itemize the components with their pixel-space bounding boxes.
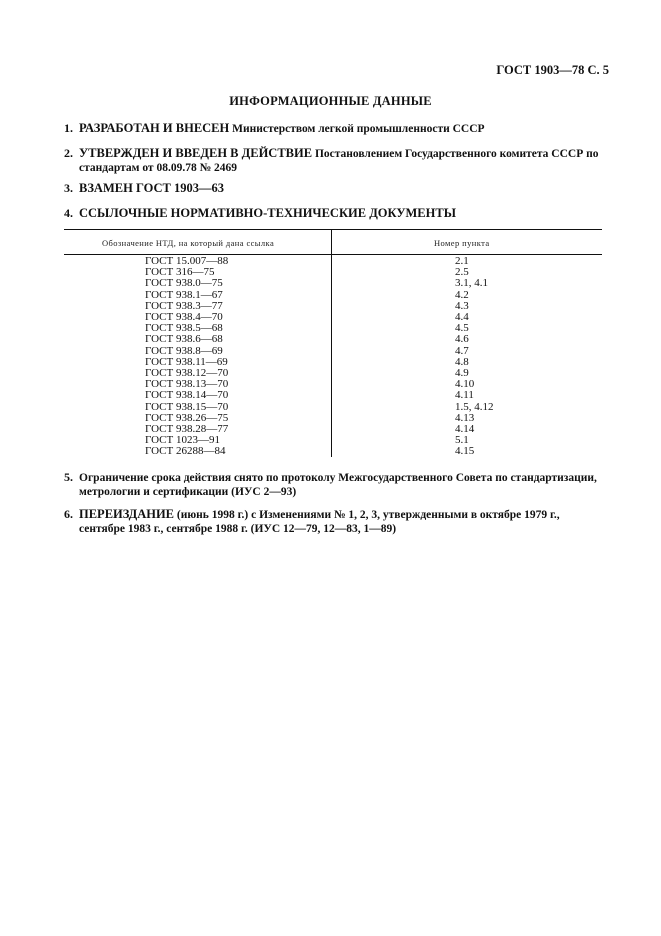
item-text: Ограничение срока действия снято по протоколу Межгосударственного Совета по стандартизации, — [79, 472, 597, 484]
info-item-4 — [64, 206, 602, 220]
item-text: Постановлением Государственного комитета СССР по — [312, 148, 599, 160]
table-cell-ntd: ГОСТ 1023—91 — [145, 434, 220, 447]
table-cell-ntd: ГОСТ 938.5—68 — [145, 322, 223, 335]
table-cell-ntd: ГОСТ 938.3—77 — [145, 299, 223, 312]
table-cell-ntd: ГОСТ 316—75 — [145, 266, 215, 279]
table-cell-ntd: ГОСТ 938.1—67 — [145, 288, 223, 301]
table-cell-clause: 5.1 — [455, 434, 469, 447]
table-cell-clause: 4.14 — [455, 423, 475, 436]
table-top-rule — [64, 229, 602, 230]
table-cell-clause: 4.7 — [455, 344, 469, 357]
table-column-ntd — [145, 256, 228, 458]
table-cell-ntd: ГОСТ 938.11—69 — [145, 355, 228, 368]
table-cell-ntd: ГОСТ 938.4—70 — [145, 311, 223, 324]
item-label: УТВЕРЖДЕН И ВВЕДЕН В ДЕЙСТВИЕ — [79, 146, 313, 160]
table-cell-clause: 1.5, 4.12 — [455, 400, 494, 413]
info-item-3 — [64, 181, 602, 195]
info-item-6 — [64, 507, 602, 536]
table-cell-clause: 4.8 — [455, 355, 469, 368]
info-item-5 — [64, 470, 602, 499]
info-item-1 — [64, 121, 602, 136]
table-cell-ntd: ГОСТ 938.28—77 — [145, 423, 229, 436]
table-cell-clause: 3.1, 4.1 — [455, 277, 488, 290]
table-cell-ntd: ГОСТ 938.0—75 — [145, 277, 223, 290]
table-cell-clause: 4.11 — [455, 389, 474, 402]
item-text: (июнь 1998 г.) с Изменениями № 1, 2, 3, утвержденными в октябре 1979 г., — [174, 509, 560, 521]
item-label: ССЫЛОЧНЫЕ НОРМАТИВНО-ТЕХНИЧЕСКИЕ ДОКУМЕНТЫ — [79, 206, 456, 220]
table-cell-ntd: ГОСТ 938.14—70 — [145, 389, 229, 402]
table-cell-clause: 4.9 — [455, 367, 469, 380]
table-cell-ntd: ГОСТ 938.12—70 — [145, 367, 229, 380]
item-text-continued: стандартам от 08.09.78 № 2469 — [79, 162, 238, 174]
item-label: ПЕРЕИЗДАНИЕ — [79, 507, 175, 521]
item-text-continued: метрологии и сертификации (ИУС 2—93) — [79, 486, 297, 498]
item-number: 4. — [64, 206, 73, 220]
table-header-clause: Номер пункта — [434, 238, 490, 248]
table-column-divider — [331, 229, 332, 457]
item-label: ВЗАМЕН ГОСТ 1903—63 — [79, 181, 224, 195]
page-header: ГОСТ 1903—78 С. 5 — [496, 63, 609, 77]
table-cell-ntd: ГОСТ 26288—84 — [145, 445, 226, 458]
document-title: ИНФОРМАЦИОННЫЕ ДАННЫЕ — [229, 94, 432, 108]
item-number: 2. — [64, 146, 73, 160]
table-cell-clause: 2.5 — [455, 266, 469, 279]
item-number: 3. — [64, 181, 73, 195]
item-text: Министерством легкой промышленности СССР — [229, 123, 485, 135]
item-number: 6. — [64, 507, 73, 521]
item-number: 1. — [64, 121, 73, 135]
table-cell-clause: 4.5 — [455, 322, 469, 335]
table-cell-ntd: ГОСТ 938.8—69 — [145, 344, 223, 357]
table-cell-ntd: ГОСТ 938.6—68 — [145, 333, 223, 346]
table-cell-clause: 4.4 — [455, 311, 469, 324]
table-cell-clause: 4.3 — [455, 299, 469, 312]
table-cell-clause: 4.2 — [455, 288, 469, 301]
table-cell-clause: 4.6 — [455, 333, 469, 346]
item-label: РАЗРАБОТАН И ВНЕСЕН — [79, 121, 230, 135]
table-cell-clause: 4.15 — [455, 445, 475, 458]
item-text-continued: сентябре 1983 г., сентябре 1988 г. (ИУС 12—79, 12—83, 1—89) — [79, 523, 397, 535]
table-cell-clause: 4.13 — [455, 411, 475, 424]
table-cell-ntd: ГОСТ 938.15—70 — [145, 400, 229, 413]
table-header-ntd: Обозначение НТД, на который дана ссылка — [102, 238, 275, 248]
table-cell-clause: 2.1 — [455, 255, 469, 267]
table-cell-clause: 4.10 — [455, 378, 475, 391]
table-column-clause — [455, 256, 494, 458]
table-cell-ntd: ГОСТ 938.13—70 — [145, 378, 229, 391]
item-number: 5. — [64, 470, 73, 484]
table-cell-ntd: ГОСТ 15.007—88 — [145, 255, 229, 267]
info-item-2 — [64, 146, 602, 175]
table-cell-ntd: ГОСТ 938.26—75 — [145, 411, 229, 424]
